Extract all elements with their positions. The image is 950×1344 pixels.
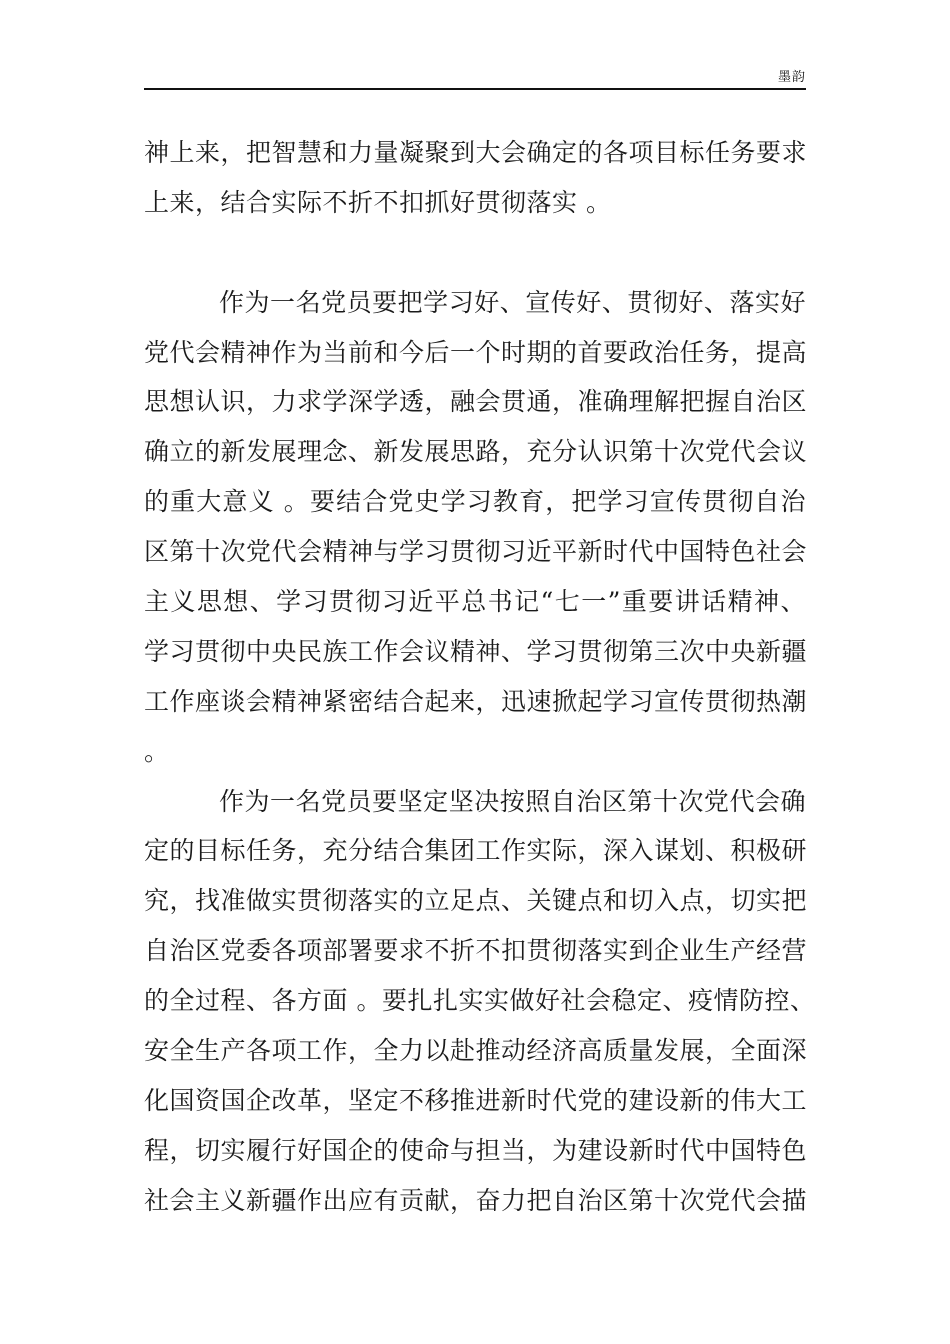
header-brand-label: 墨韵 [777, 70, 806, 85]
paragraph-gap [144, 228, 806, 278]
text-line: 思想认识，力求学深学透，融会贯通，准确理解把握自治区 [144, 387, 808, 417]
text-line: 安全生产各项工作，全力以赴推动经济高质量发展，全面深 [144, 1036, 808, 1066]
header-divider [144, 88, 806, 90]
text-line: 工作座谈会精神紧密结合起来，迅速掀起学习宣传贯彻热潮 [144, 686, 808, 716]
text-line: 的重大意义 。要结合党史学习教育，把学习宣传贯彻自治 [144, 487, 806, 517]
text-line: 自治区党委各项部署要求不折不扣贯彻落实到企业生产经营 [144, 936, 808, 966]
text-line: 究，找准做实贯彻落实的立足点、关键点和切入点，切实把 [144, 886, 808, 916]
text-line: 。 [144, 736, 170, 766]
paragraph-3 [144, 777, 816, 1226]
text-line: 作为一名党员要把学习好、宣传好、贯彻好、落实好 [219, 287, 806, 317]
text-line: 党代会精神作为当前和今后一个时期的首要政治任务，提高 [144, 337, 808, 367]
text-line: 区第十次党代会精神与学习贯彻习近平新时代中国特色社会 [144, 537, 808, 567]
text-line: 作为一名党员要坚定坚决按照自治区第十次党代会确 [219, 786, 806, 816]
text-line: 程，切实履行好国企的使命与担当，为建设新时代中国特色 [144, 1135, 808, 1165]
text-line: 学习贯彻中央民族工作会议精神、学习贯彻第三次中央新疆 [144, 636, 808, 666]
paragraph-1 [144, 128, 806, 228]
text-line: 主义思想、学习贯彻习近平总书记“七一”重要讲话精神、 [144, 587, 806, 617]
text-line: 神上来，把智慧和力量凝聚到大会确定的各项目标任务要求 [144, 138, 808, 167]
paragraph-2 [144, 278, 806, 777]
document-body [144, 128, 816, 1226]
text-line: 的全过程、各方面 。要扎扎实实做好社会稳定、疫情防控、 [144, 986, 816, 1016]
text-line: 社会主义新疆作出应有贡献，奋力把自治区第十次党代会描 [144, 1185, 808, 1215]
text-line: 定的目标任务，充分结合集团工作实际，深入谋划、积极研 [144, 836, 808, 866]
text-line: 上来，结合实际不折不扣抓好贯彻落实 。 [144, 187, 612, 217]
text-line: 化国资国企改革，坚定不移推进新时代党的建设新的伟大工 [144, 1085, 808, 1115]
text-line: 确立的新发展理念、新发展思路，充分认识第十次党代会议 [144, 437, 808, 467]
